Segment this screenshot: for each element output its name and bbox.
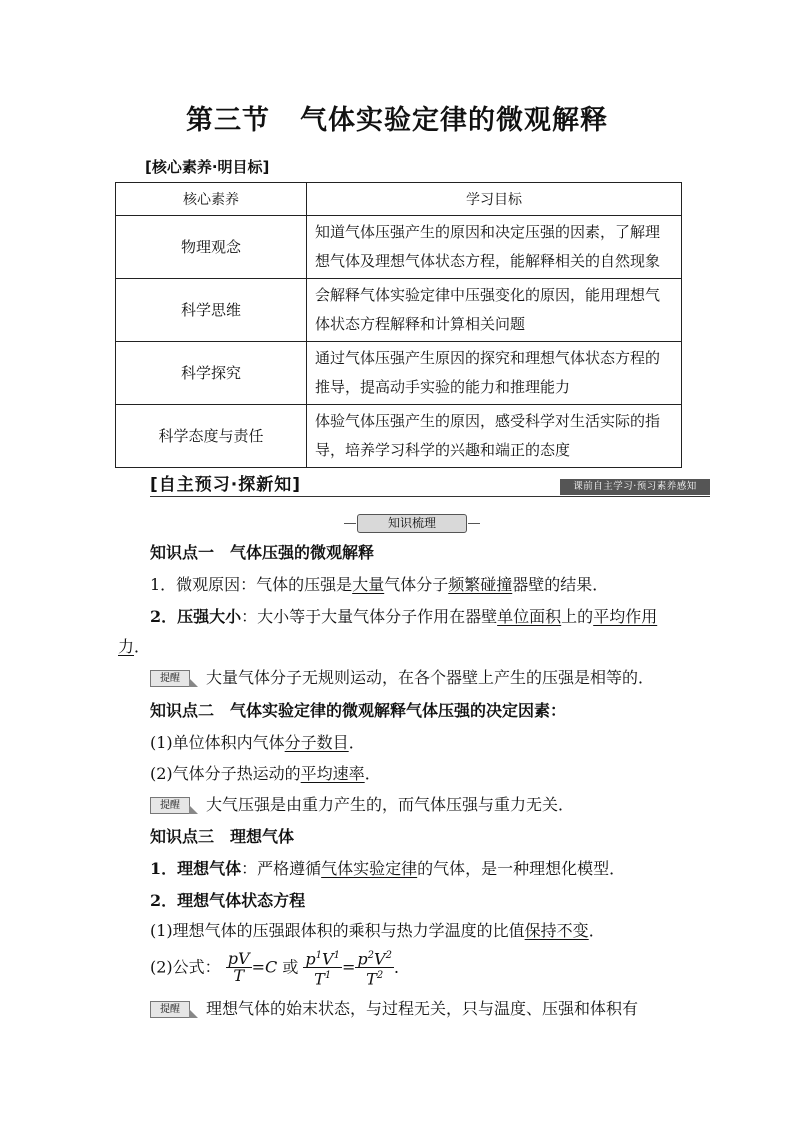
table-row bbox=[116, 405, 682, 468]
text-line: 1．理想气体：严格遵循气体实验定律的气体，是一种理想化模型． bbox=[150, 859, 626, 878]
table-row bbox=[116, 216, 682, 279]
table-cell-key: 科学探究 bbox=[116, 342, 307, 405]
text-line: 1．微观原因：气体的压强是大量气体分子频繁碰撞器壁的结果． bbox=[150, 575, 609, 594]
table-header: 核心素养 bbox=[116, 183, 307, 216]
preview-tag: 课前自主学习·预习素养感知 bbox=[560, 479, 710, 495]
table-cell-value: 知道气体压强产生的原因和决定压强的因素，了解理想气体及理想气体状态方程，能解释相关的自然现象 bbox=[307, 216, 682, 279]
table-cell-key: 科学思维 bbox=[116, 279, 307, 342]
text-line: 力． bbox=[118, 637, 151, 656]
note-icon: 提醒 bbox=[150, 797, 190, 814]
note-icon: 提醒 bbox=[150, 1001, 190, 1018]
text-line: 2．压强大小：大小等于大量气体分子作用在器壁单位面积上的平均作用 bbox=[150, 607, 658, 626]
table-cell-key: 物理观念 bbox=[116, 216, 307, 279]
knowledge-point-2: 知识点二 气体实验定律的微观解释气体压强的决定因素： bbox=[150, 701, 567, 720]
goals-table bbox=[115, 182, 682, 468]
note-line: 提醒 大量气体分子无规则运动，在各个器壁上产生的压强是相等的． bbox=[150, 667, 654, 689]
table-header: 学习目标 bbox=[307, 183, 682, 216]
knowledge-point-1: 知识点一 气体压强的微观解释 bbox=[150, 543, 375, 562]
knowledge-point-3: 知识点三 理想气体 bbox=[150, 827, 295, 846]
table-cell-key: 科学态度与责任 bbox=[116, 405, 307, 468]
preview-heading: [自主预习·探新知] bbox=[150, 475, 301, 495]
table-cell-value: 会解释气体实验定律中压强变化的原因，能用理想气体状态方程解释和计算相关问题 bbox=[307, 279, 682, 342]
table-header-row bbox=[116, 183, 682, 216]
formula-line: (2)公式： $\frac{pV}{T}$ =C 或 $\frac{p^1V^1}{T^1}$ = $\frac{p^2V^2}{T^2}$ ． bbox=[150, 949, 410, 989]
page-title: 第三节 气体实验定律的微观解释 bbox=[186, 105, 608, 136]
divider bbox=[150, 496, 710, 497]
table-cell-value: 通过气体压强产生原因的探究和理想气体状态方程的推导，提高动手实验的能力和推理能力 bbox=[307, 342, 682, 405]
formula-fraction: $\frac{pV}{T}$ bbox=[227, 949, 250, 986]
text-line: 2．理想气体状态方程 bbox=[150, 891, 306, 910]
goals-label: [核心素养·明目标] bbox=[145, 158, 270, 176]
note-line: 提醒 理想气体的始末状态，与过程无关，只与温度、压强和体积有 bbox=[150, 998, 638, 1020]
table-row bbox=[116, 279, 682, 342]
table-row bbox=[116, 342, 682, 405]
note-line: 提醒 大气压强是由重力产生的，而气体压强与重力无关． bbox=[150, 794, 574, 816]
note-icon: 提醒 bbox=[150, 670, 190, 687]
section-label: 知识梳理 bbox=[357, 514, 467, 533]
formula-fraction: $\frac{p^2V^2}{T^2}$ bbox=[357, 949, 392, 989]
formula-fraction: $\frac{p^1V^1}{T^1}$ bbox=[305, 949, 340, 989]
text-line: (1)单位体积内气体分子数目． bbox=[150, 733, 365, 752]
text-line: (1)理想气体的压强跟体积的乘积与热力学温度的比值保持不变． bbox=[150, 921, 605, 940]
text-line: (2)气体分子热运动的平均速率． bbox=[150, 764, 381, 783]
table-cell-value: 体验气体压强产生的原因，感受科学对生活实际的指导，培养学习科学的兴趣和端正的态度 bbox=[307, 405, 682, 468]
